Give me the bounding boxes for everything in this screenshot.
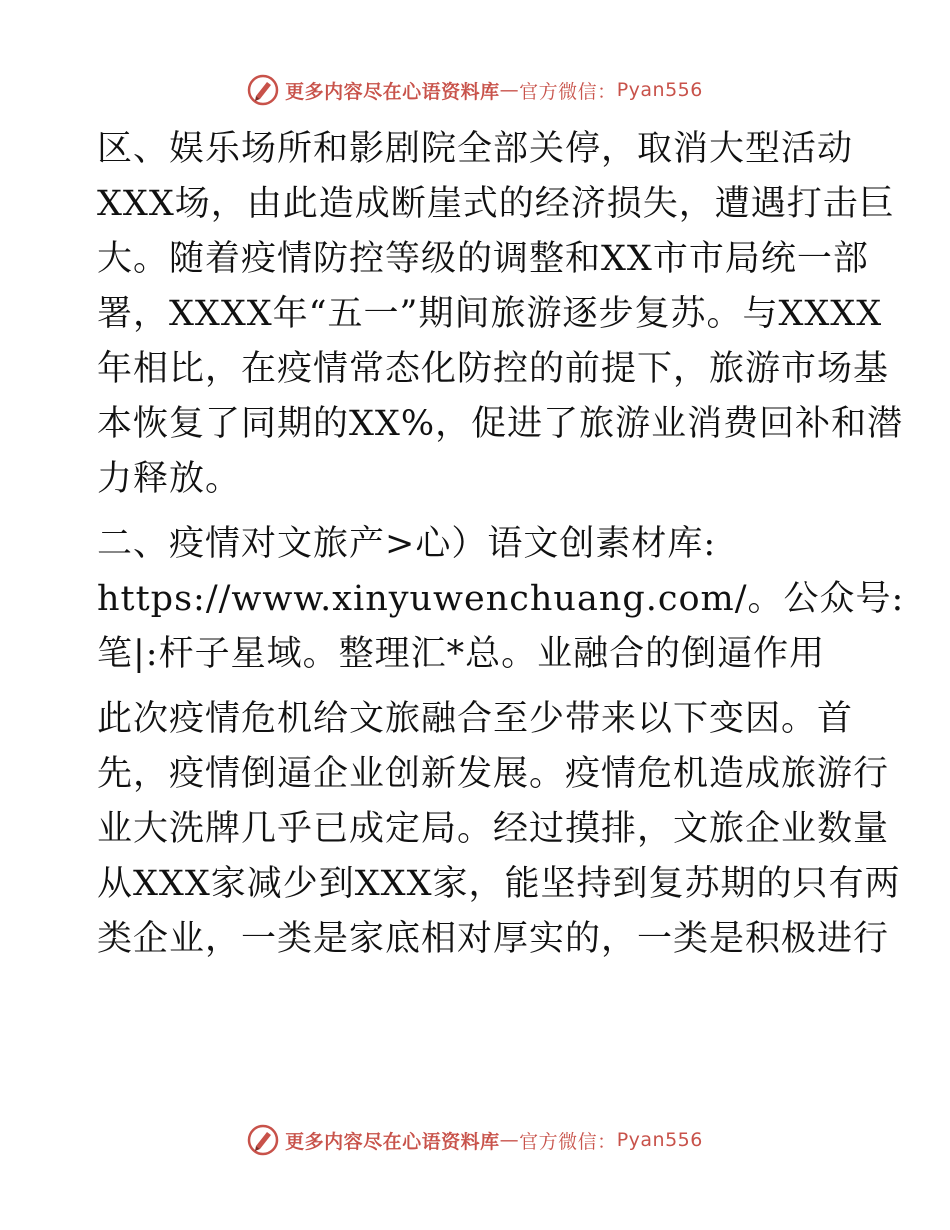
text-line: XXX场，由此造成断崖式的经济损失，遭遇打击巨	[97, 184, 895, 224]
watermark-dash: —	[499, 79, 520, 101]
text-line: https://www.xinyuwenchuang.com/。公众号:	[97, 579, 905, 619]
paragraph-3	[97, 692, 901, 967]
watermark-title: 更多内容尽在心语资料库	[285, 1130, 500, 1153]
watermark-banner-top	[0, 70, 950, 110]
paragraph-1	[97, 122, 904, 507]
watermark-title: 更多内容尽在心语资料库	[285, 80, 500, 103]
watermark-banner-bottom	[0, 1120, 950, 1160]
logo-icon	[247, 1124, 279, 1156]
text-line: 署，XXXX年“五一”期间旅游逐步复苏。与XXXX	[97, 294, 883, 334]
text-line: 笔|:杆子星域。整理汇*总。业融合的倒逼作用	[97, 634, 826, 674]
text-line: 此次疫情危机给文旅融合至少带来以下变因。首	[97, 699, 854, 739]
text-line: 大。随着疫情防控等级的调整和XX市市局统一部	[97, 239, 869, 279]
watermark-label: 官方微信：	[519, 80, 617, 103]
watermark-account: Pyan556	[616, 79, 703, 101]
text-line: 年相比，在疫情常态化防控的前提下，旅游市场基	[97, 349, 890, 389]
text-line: 本恢复了同期的XX%，促进了旅游业消费回补和潜	[97, 404, 904, 444]
text-line: 从XXX家减少到XXX家，能坚持到复苏期的只有两	[97, 864, 901, 904]
paragraph-2-heading	[97, 517, 905, 682]
watermark-label: 官方微信：	[519, 1130, 617, 1153]
text-line: 区、娱乐场所和影剧院全部关停，取消大型活动	[97, 129, 854, 169]
logo-icon	[247, 74, 279, 106]
text-line: 二、疫情对文旅产>心）语文创素材库:	[97, 524, 717, 564]
text-line: 力释放。	[97, 459, 242, 499]
text-line: 业大洗牌几乎已成定局。经过摸排，文旅企业数量	[97, 809, 890, 849]
text-line: 类企业，一类是家底相对厚实的，一类是积极进行	[97, 919, 890, 959]
watermark-dash: —	[499, 1129, 520, 1151]
document-body	[97, 122, 905, 967]
text-line: 先，疫情倒逼企业创新发展。疫情危机造成旅游行	[97, 754, 890, 794]
paragraph-gap	[97, 507, 897, 517]
watermark-account: Pyan556	[616, 1129, 703, 1151]
paragraph-gap	[97, 682, 897, 692]
